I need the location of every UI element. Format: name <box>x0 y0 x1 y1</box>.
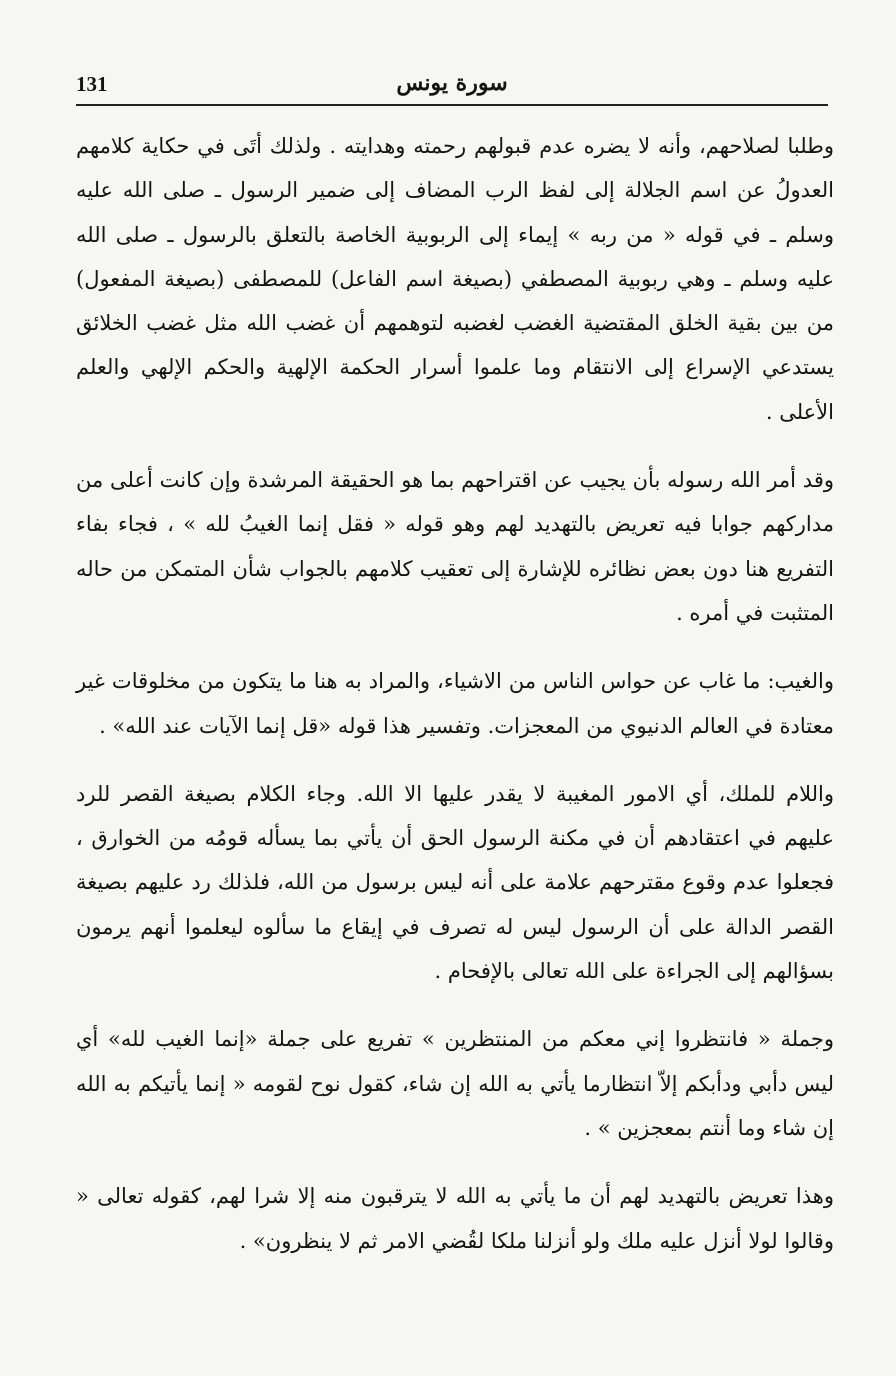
paragraph-2: وقد أمر الله رسوله بأن يجيب عن اقتراحهم بما هو الحقيقة المرشدة وإن كانت أعلى من مداركهم جوابا فيه تعريض بالتهديد لهم وهو قوله « فقل إنما الغيبُ لله » ، فجاء بفاء التفريع هنا دون بعض نظائره للإشارة إلى تعقيب كلامهم بالجواب شأن المتمكن من حاله المتثبت في أمره . <box>76 468 834 625</box>
header-rule <box>76 104 828 106</box>
paragraph-3: والغيب: ما غاب عن حواس الناس من الاشياء، والمراد به هنا ما يتكون من مخلوقات غير معتادة في العالم الدنيوي من المعجزات. وتفسير هذا قوله «قل إنما الآيات عند الله» . <box>76 669 834 738</box>
page-header <box>76 64 828 106</box>
paragraph-6: وهذا تعريض بالتهديد لهم أن ما يأتي به الله لا يترقبون منه إلا شرا لهم، كقوله تعالى « وقالوا لولا أنزل عليه ملك ولو أنزلنا ملكا لقُضي الامر ثم لا ينظرون» . <box>76 1184 834 1253</box>
running-title: سورة يونس <box>396 70 508 96</box>
paragraph-1: وطلبا لصلاحهم، وأنه لا يضره عدم قبولهم رحمته وهدايته . ولذلك أتَى في حكاية كلامهم العدولُ عن اسم الجلالة إلى لفظ الرب المضاف إلى ضمير الرسول ـ صلى الله عليه وسلم ـ في قوله « من ربه » إيماء إلى الربوبية الخاصة بالتعلق بالرسول ـ صلى الله عليه وسلم ـ وهي ربوبية المصطفي (بصيغة اسم الفاعل) للمصطفى (بصيغة المفعول) من بين بقية الخلق المقتضية الغضب لغضبه لتوهمهم أن غضب الله مثل غضب الخلائق يستدعي الإسراع إلى الانتقام وما علموا أسرار الحكمة الإلهية والحكم الإلهي والعلم الأعلى . <box>76 134 834 424</box>
page-number: 131 <box>76 72 108 96</box>
page-body <box>76 124 834 1283</box>
paragraph-5: وجملة « فانتظروا إني معكم من المنتظرين » تفريع على جملة «إنما الغيب لله» أي ليس دأبي ودأبكم إلاّ انتظارما يأتي به الله إن شاء، كقول نوح لقومه « إنما يأتيكم به الله إن شاء وما أنتم بمعجزين » . <box>76 1027 834 1140</box>
paragraph-4: واللام للملك، أي الامور المغيبة لا يقدر عليها الا الله. وجاء الكلام بصيغة القصر للرد عليهم في اعتقادهم أن في مكنة الرسول الحق أن يأتي بما يسأله قومُه من الخوارق ، فجعلوا عدم وقوع مقترحهم علامة على أنه ليس برسول من الله، فلذلك رد عليهم بصيغة القصر الدالة على أن الرسول ليس له تصرف في إيقاع ما سألوه ليعلموا أنهم يرمون بسؤالهم إلى الجراءة على الله تعالى بالإفحام . <box>76 781 834 984</box>
